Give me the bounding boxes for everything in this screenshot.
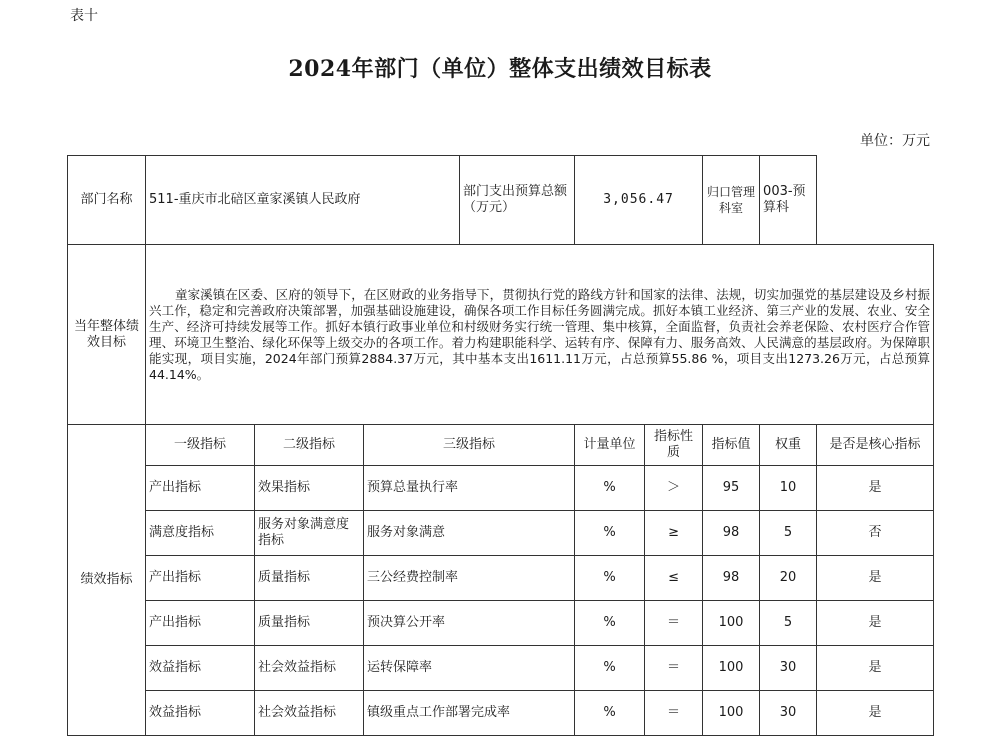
cell-nature: ≥ — [645, 511, 703, 556]
cell-value: 98 — [703, 511, 760, 556]
header-value: 指标值 — [703, 425, 760, 466]
cell-nature: ＝ — [645, 646, 703, 691]
indicator-header-row — [68, 425, 934, 466]
cell-core: 是 — [817, 646, 934, 691]
cell-level2: 质量指标 — [255, 556, 364, 601]
cell-core: 是 — [817, 556, 934, 601]
dept-name-label: 部门名称 — [68, 156, 146, 245]
mgmt-office-label: 归口管理科室 — [703, 156, 760, 245]
cell-unit: % — [575, 511, 645, 556]
cell-level1: 产出指标 — [146, 601, 255, 646]
header-nature: 指标性质 — [645, 425, 703, 466]
dept-info-row — [68, 156, 934, 245]
cell-unit: % — [575, 556, 645, 601]
cell-weight: 30 — [760, 691, 817, 736]
cell-level1: 满意度指标 — [146, 511, 255, 556]
cell-level2: 服务对象满意度指标 — [255, 511, 364, 556]
cell-nature: ＝ — [645, 691, 703, 736]
cell-weight: 5 — [760, 511, 817, 556]
cell-unit: % — [575, 646, 645, 691]
cell-unit: % — [575, 601, 645, 646]
header-core: 是否是核心指标 — [817, 425, 934, 466]
goal-text: 童家溪镇在区委、区府的领导下，在区财政的业务指导下，贯彻执行党的路线方针和国家的法律、法规，切实加强党的基层建设及乡村振兴工作，稳定和完善政府决策部署，加强基础设施建设，确保各项工作目标任务圆满完成。抓好本镇工业经济、第三产业的发展、农业、安全生产、经济可持续发展等工作。抓好本镇行政事业单位和村级财务实行统一管理、集中核算，全面监督，负责社会养老保险、农村医疗合作管理、环境卫生整治、绿化环保等上级交办的各项工作。着力构建职能科学、运转有序、保障有力、服务高效、人民满意的基层政府。为保障职能实现，项目实施，2024年部门预算2884.37万元，其中基本支出1611.11万元，占总预算55.86 %，项目支出1273.26万元，占总预算44.14%。 — [146, 245, 934, 425]
cell-weight: 30 — [760, 646, 817, 691]
performance-table — [67, 155, 934, 736]
cell-level1: 产出指标 — [146, 556, 255, 601]
budget-total-label: 部门支出预算总额（万元） — [460, 156, 575, 245]
header-level2: 二级指标 — [255, 425, 364, 466]
header-weight: 权重 — [760, 425, 817, 466]
cell-core: 是 — [817, 601, 934, 646]
cell-level1: 效益指标 — [146, 691, 255, 736]
table-row — [68, 691, 934, 736]
cell-level2: 效果指标 — [255, 466, 364, 511]
cell-core: 是 — [817, 466, 934, 511]
cell-value: 98 — [703, 556, 760, 601]
cell-level3: 镇级重点工作部署完成率 — [364, 691, 575, 736]
indicator-section-label: 绩效指标 — [68, 425, 146, 736]
table-row — [68, 511, 934, 556]
cell-core: 否 — [817, 511, 934, 556]
header-level3: 三级指标 — [364, 425, 575, 466]
cell-value: 100 — [703, 646, 760, 691]
cell-level1: 产出指标 — [146, 466, 255, 511]
mgmt-office-value: 003-预算科 — [760, 156, 817, 245]
table-row — [68, 466, 934, 511]
cell-unit: % — [575, 466, 645, 511]
cell-value: 100 — [703, 601, 760, 646]
cell-level2: 社会效益指标 — [255, 691, 364, 736]
table-row — [68, 646, 934, 691]
dept-name-value: 511-重庆市北碚区童家溪镇人民政府 — [146, 156, 460, 245]
goal-row — [68, 245, 934, 425]
cell-level3: 三公经费控制率 — [364, 556, 575, 601]
goal-label: 当年整体绩效目标 — [68, 245, 146, 425]
cell-level3: 服务对象满意 — [364, 511, 575, 556]
header-unit: 计量单位 — [575, 425, 645, 466]
cell-unit: % — [575, 691, 645, 736]
table-row — [68, 601, 934, 646]
table-row — [68, 556, 934, 601]
cell-weight: 10 — [760, 466, 817, 511]
unit-label: 单位：万元 — [860, 133, 930, 149]
cell-nature: ＝ — [645, 601, 703, 646]
cell-core: 是 — [817, 691, 934, 736]
cell-value: 95 — [703, 466, 760, 511]
header-level1: 一级指标 — [146, 425, 255, 466]
cell-level3: 运转保障率 — [364, 646, 575, 691]
table-number: 表十 — [70, 8, 98, 24]
cell-nature: ＞ — [645, 466, 703, 511]
cell-weight: 5 — [760, 601, 817, 646]
cell-nature: ≤ — [645, 556, 703, 601]
cell-level3: 预决算公开率 — [364, 601, 575, 646]
cell-level2: 社会效益指标 — [255, 646, 364, 691]
cell-level2: 质量指标 — [255, 601, 364, 646]
cell-level3: 预算总量执行率 — [364, 466, 575, 511]
cell-level1: 效益指标 — [146, 646, 255, 691]
cell-value: 100 — [703, 691, 760, 736]
page-title: 2024年部门（单位）整体支出绩效目标表 — [288, 56, 712, 82]
budget-total-value: 3,056.47 — [575, 156, 703, 245]
cell-weight: 20 — [760, 556, 817, 601]
